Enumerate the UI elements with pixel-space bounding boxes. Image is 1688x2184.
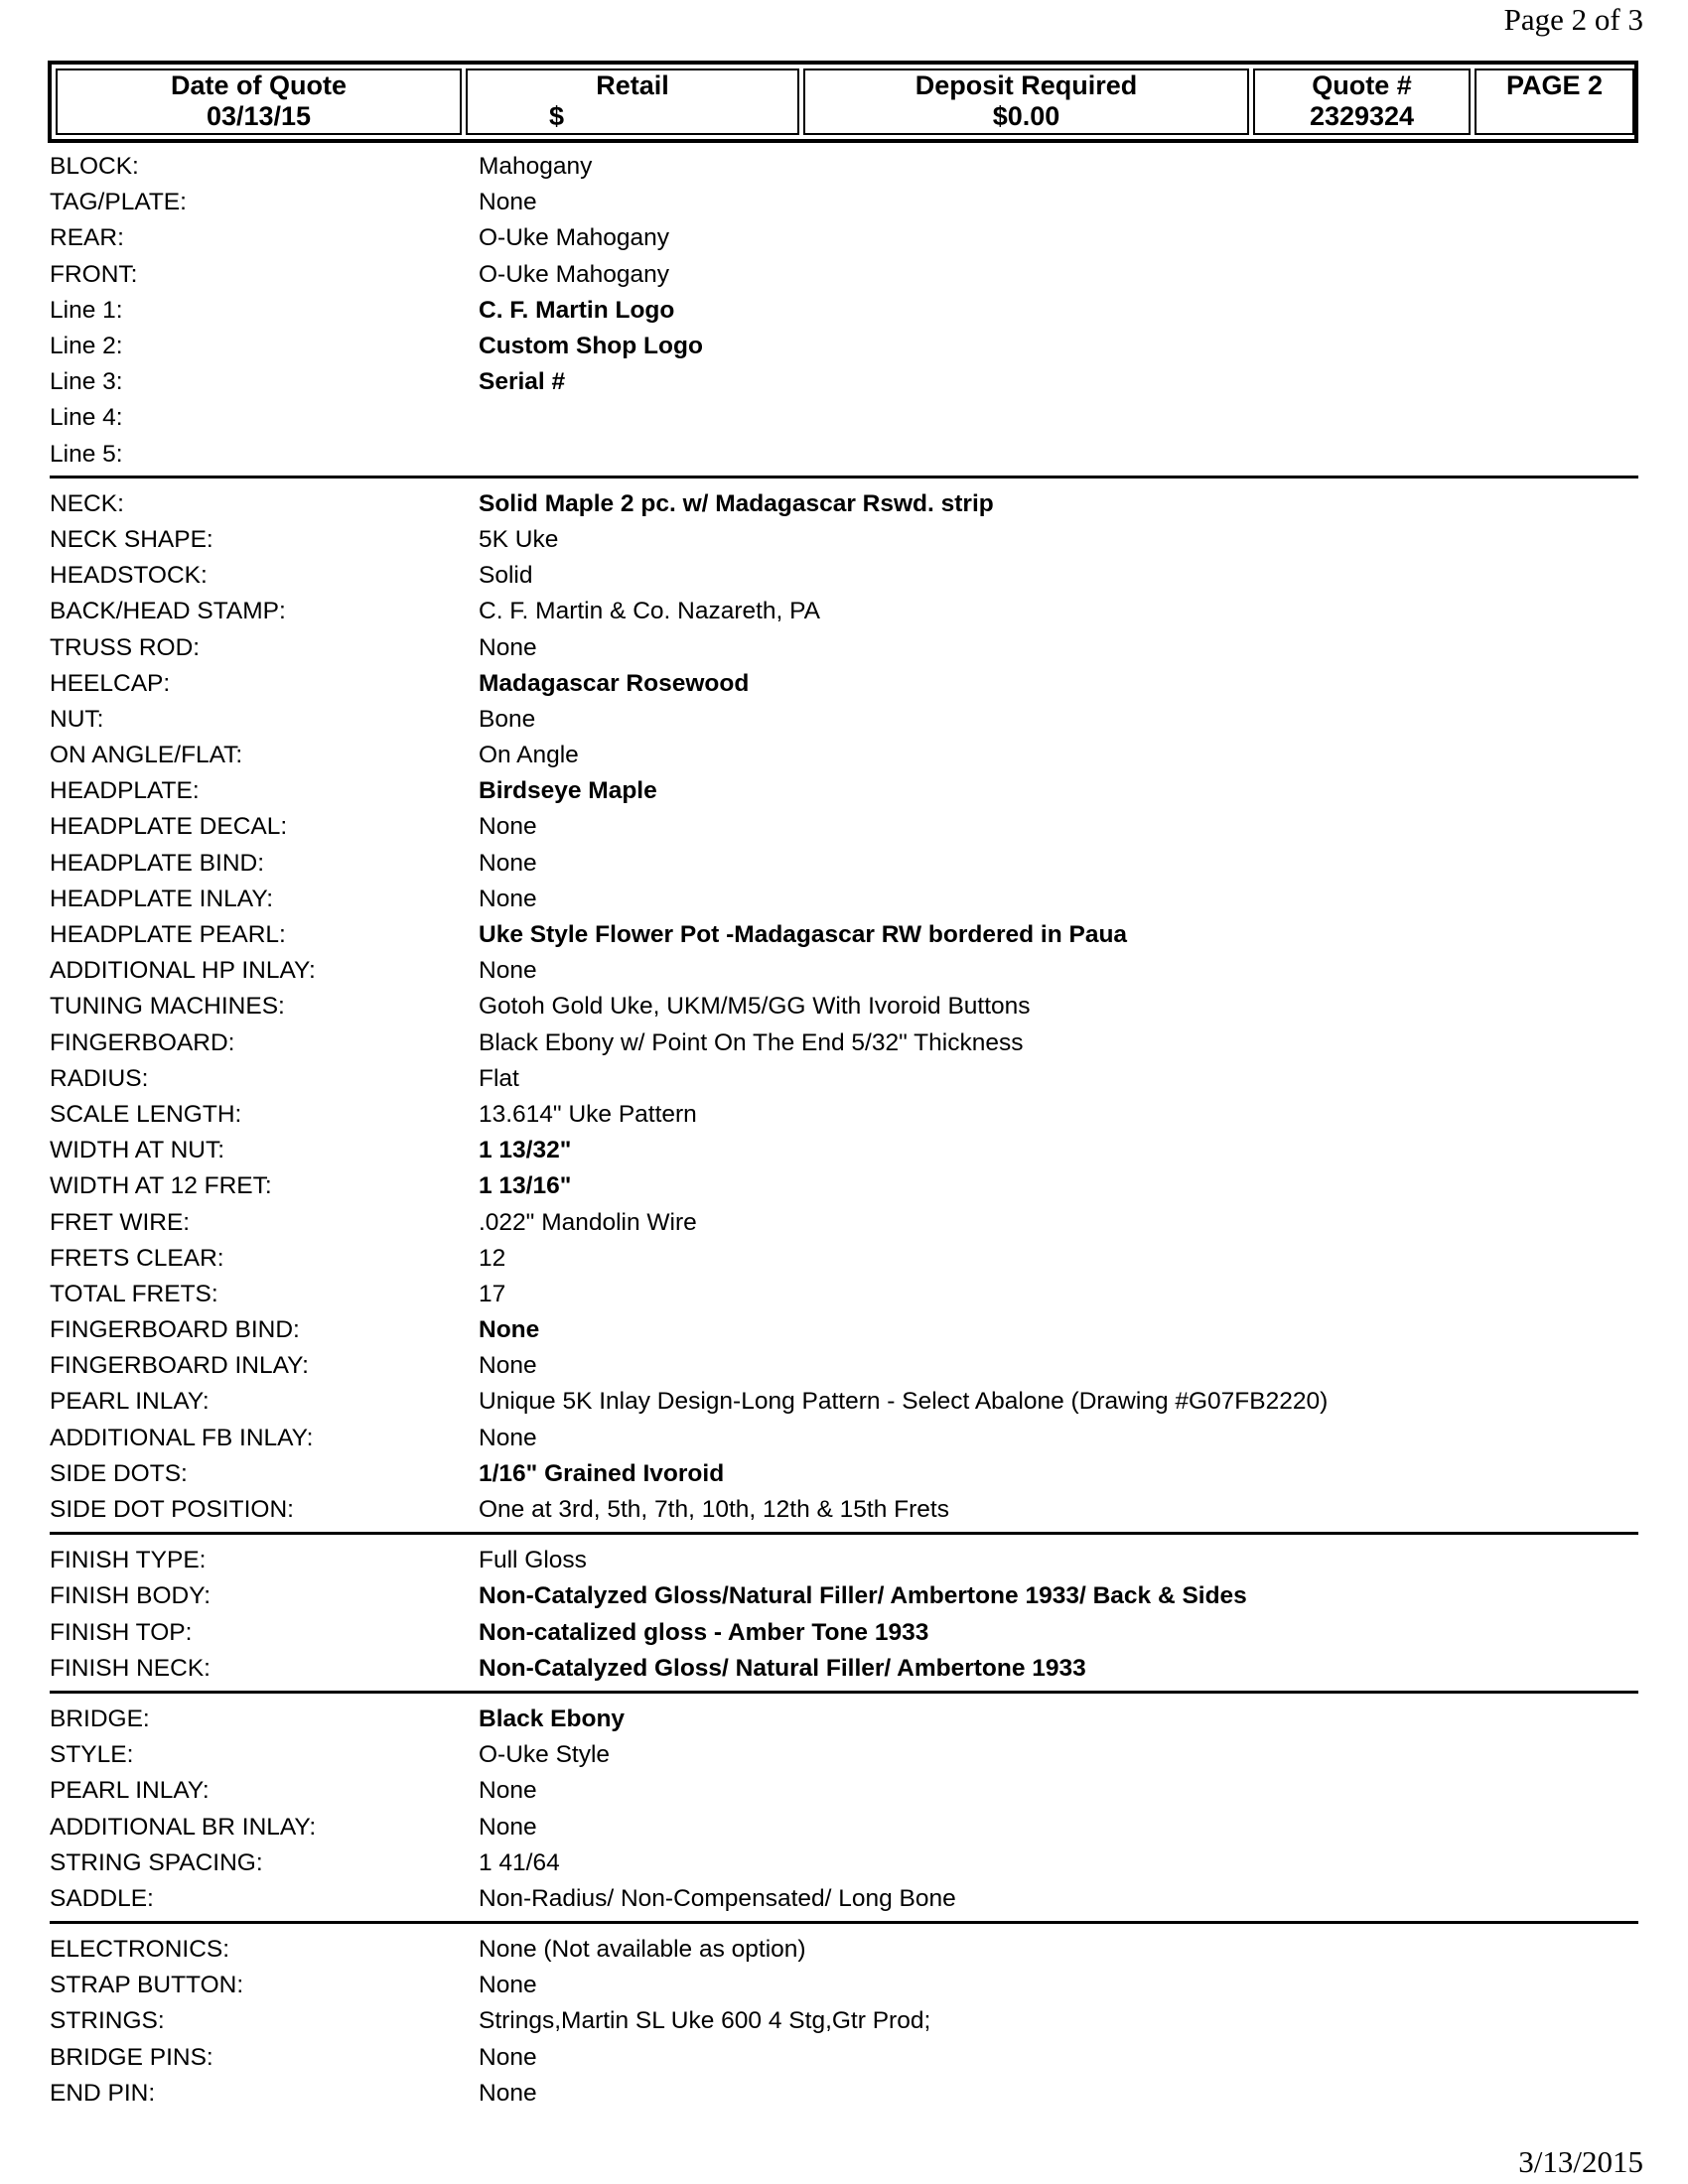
spec-row <box>50 329 1638 364</box>
spec-label: FINISH NECK: <box>50 1654 211 1682</box>
spec-row <box>50 2040 1638 2076</box>
spec-label: STYLE: <box>50 1741 134 1769</box>
spec-row <box>50 1809 1638 1844</box>
spec-row <box>50 1348 1638 1384</box>
spec-value: O-Uke Mahogany <box>479 260 670 288</box>
spec-value: Bone <box>479 705 536 733</box>
spec-section <box>50 149 1638 476</box>
spec-row <box>50 1097 1638 1133</box>
spec-value: Uke Style Flower Pot -Madagascar RW bordered in Paua <box>479 921 1128 949</box>
spec-label: WIDTH AT 12 FRET: <box>50 1172 272 1200</box>
spec-label: FINGERBOARD INLAY: <box>50 1352 309 1380</box>
date-of-quote-value: 03/13/15 <box>206 101 312 131</box>
spec-row <box>50 629 1638 665</box>
spec-label: ON ANGLE/FLAT: <box>50 742 243 769</box>
spec-value: On Angle <box>479 742 579 769</box>
spec-value: None <box>479 2043 537 2071</box>
spec-label: BLOCK: <box>50 153 139 181</box>
spec-label: TOTAL FRETS: <box>50 1280 218 1307</box>
spec-value: Gotoh Gold Uke, UKM/M5/GG With Ivoroid Buttons <box>479 993 1031 1021</box>
quote-number-value: 2329324 <box>1309 101 1415 131</box>
spec-value: None <box>479 849 537 877</box>
spec-value: None <box>479 885 537 912</box>
footer-date: 3/13/2015 <box>1518 2144 1643 2179</box>
deposit-label: Deposit Required <box>914 70 1138 100</box>
spec-row <box>50 1384 1638 1420</box>
spec-row <box>50 1845 1638 1881</box>
spec-row <box>50 2076 1638 2112</box>
spec-row <box>50 989 1638 1024</box>
spec-value: 13.614" Uke Pattern <box>479 1100 697 1128</box>
spec-row <box>50 1932 1638 1968</box>
spec-row <box>50 220 1638 256</box>
spec-row <box>50 1773 1638 1809</box>
spec-label: FRETS CLEAR: <box>50 1244 224 1272</box>
spec-value: 1 41/64 <box>479 1848 560 1876</box>
spec-row <box>50 486 1638 522</box>
deposit-cell <box>803 68 1249 135</box>
spec-row <box>50 149 1638 185</box>
spec-value: .022" Mandolin Wire <box>479 1208 697 1236</box>
spec-label: BRIDGE: <box>50 1705 150 1732</box>
spec-value: Custom Shop Logo <box>479 333 703 360</box>
quote-number-cell <box>1253 68 1471 135</box>
spec-label: FRET WIRE: <box>50 1208 191 1236</box>
spec-label: Line 5: <box>50 440 123 468</box>
spec-row <box>50 400 1638 436</box>
spec-row <box>50 594 1638 629</box>
spec-value: Non-Catalyzed Gloss/Natural Filler/ Ambertone 1933/ Back & Sides <box>479 1582 1247 1610</box>
spec-row <box>50 1241 1638 1277</box>
spec-label: HEADPLATE PEARL: <box>50 921 286 949</box>
spec-label: TUNING MACHINES: <box>50 993 285 1021</box>
spec-row <box>50 522 1638 558</box>
spec-row <box>50 702 1638 738</box>
spec-value: Black Ebony <box>479 1705 626 1732</box>
spec-row <box>50 1061 1638 1097</box>
spec-value: Birdseye Maple <box>479 777 657 805</box>
spec-row <box>50 1543 1638 1578</box>
spec-label: HEADPLATE DECAL: <box>50 813 288 841</box>
spec-row <box>50 257 1638 293</box>
spec-section <box>50 1691 1638 1921</box>
date-of-quote-label: Date of Quote <box>170 70 347 100</box>
spec-row <box>50 1492 1638 1528</box>
spec-row <box>50 1025 1638 1061</box>
spec-label: NUT: <box>50 705 104 733</box>
page-indicator: Page 2 of 3 <box>1503 2 1643 37</box>
spec-value: 17 <box>479 1280 506 1307</box>
spec-label: SIDE DOTS: <box>50 1459 188 1487</box>
spec-row <box>50 1737 1638 1773</box>
spec-label: ADDITIONAL BR INLAY: <box>50 1813 317 1841</box>
spec-label: RADIUS: <box>50 1064 149 1092</box>
spec-label: Line 3: <box>50 368 123 396</box>
retail-cell <box>466 68 799 135</box>
spec-value: Non-Radius/ Non-Compensated/ Long Bone <box>479 1884 956 1912</box>
spec-row <box>50 1421 1638 1456</box>
spec-row <box>50 953 1638 989</box>
spec-value: 1/16" Grained Ivoroid <box>479 1459 725 1487</box>
spec-value: 5K Uke <box>479 525 559 553</box>
spec-value: Black Ebony w/ Point On The End 5/32" Thickness <box>479 1028 1024 1056</box>
spec-row <box>50 293 1638 329</box>
spec-row <box>50 2003 1638 2039</box>
spec-value: C. F. Martin Logo <box>479 296 675 324</box>
spec-label: SIDE DOT POSITION: <box>50 1496 294 1524</box>
spec-label: HEELCAP: <box>50 669 171 697</box>
spec-value: Flat <box>479 1064 519 1092</box>
spec-row <box>50 1615 1638 1651</box>
spec-value: O-Uke Mahogany <box>479 224 670 252</box>
spec-row <box>50 738 1638 773</box>
spec-row <box>50 437 1638 473</box>
spec-label: ADDITIONAL HP INLAY: <box>50 957 316 985</box>
spec-label: PEARL INLAY: <box>50 1388 210 1416</box>
spec-label: Line 4: <box>50 404 123 432</box>
spec-section <box>50 1532 1638 1691</box>
spec-label: STRING SPACING: <box>50 1848 263 1876</box>
spec-value: None <box>479 2079 537 2107</box>
spec-row <box>50 1133 1638 1168</box>
spec-value: One at 3rd, 5th, 7th, 10th, 12th & 15th Frets <box>479 1496 949 1524</box>
spec-label: HEADSTOCK: <box>50 562 208 590</box>
spec-row <box>50 1968 1638 2003</box>
spec-row <box>50 846 1638 882</box>
spec-row <box>50 882 1638 917</box>
spec-value: None <box>479 1352 537 1380</box>
spec-value: Solid Maple 2 pc. w/ Madagascar Rswd. strip <box>479 489 994 517</box>
spec-row <box>50 1578 1638 1614</box>
quote-header <box>48 61 1638 143</box>
spec-value: Serial # <box>479 368 566 396</box>
spec-label: FRONT: <box>50 260 138 288</box>
page-label: PAGE 2 <box>1505 70 1604 100</box>
retail-label: Retail <box>596 70 669 100</box>
spec-label: FINGERBOARD BIND: <box>50 1316 300 1344</box>
spec-row <box>50 185 1638 220</box>
spec-label: Line 1: <box>50 296 123 324</box>
spec-value: Unique 5K Inlay Design-Long Pattern - Select Abalone (Drawing #G07FB2220) <box>479 1388 1329 1416</box>
spec-row <box>50 1312 1638 1348</box>
spec-row <box>50 809 1638 845</box>
spec-label: END PIN: <box>50 2079 156 2107</box>
spec-value: None <box>479 1316 540 1344</box>
spec-label: FINISH TYPE: <box>50 1547 207 1574</box>
spec-value: O-Uke Style <box>479 1741 611 1769</box>
spec-row <box>50 1277 1638 1312</box>
spec-value: Full Gloss <box>479 1547 587 1574</box>
spec-label: BACK/HEAD STAMP: <box>50 598 286 625</box>
spec-label: ELECTRONICS: <box>50 1936 230 1964</box>
spec-label: FINGERBOARD: <box>50 1028 235 1056</box>
date-of-quote-cell <box>56 68 462 135</box>
spec-label: WIDTH AT NUT: <box>50 1137 225 1164</box>
spec-label: FINISH TOP: <box>50 1618 193 1646</box>
spec-label: NECK SHAPE: <box>50 525 213 553</box>
spec-value: None (Not available as option) <box>479 1936 806 1964</box>
spec-row <box>50 1702 1638 1737</box>
spec-label: HEADPLATE BIND: <box>50 849 265 877</box>
spec-row <box>50 1651 1638 1687</box>
spec-label: NECK: <box>50 489 124 517</box>
spec-value: None <box>479 813 537 841</box>
spec-label: HEADPLATE INLAY: <box>50 885 274 912</box>
spec-row <box>50 364 1638 400</box>
spec-value: Madagascar Rosewood <box>479 669 750 697</box>
spec-label: STRINGS: <box>50 2007 165 2035</box>
spec-section <box>50 476 1638 1532</box>
spec-label: STRAP BUTTON: <box>50 1972 244 1999</box>
spec-value: Solid <box>479 562 533 590</box>
spec-value: None <box>479 1972 537 1999</box>
spec-value: 1 13/32" <box>479 1137 572 1164</box>
spec-label: ADDITIONAL FB INLAY: <box>50 1424 314 1451</box>
spec-label: TRUSS ROD: <box>50 633 201 661</box>
spec-label: BRIDGE PINS: <box>50 2043 213 2071</box>
spec-value: Strings,Martin SL Uke 600 4 Stg,Gtr Prod; <box>479 2007 931 2035</box>
spec-label: SCALE LENGTH: <box>50 1100 242 1128</box>
spec-value: None <box>479 633 537 661</box>
spec-label: HEADPLATE: <box>50 777 200 805</box>
spec-row <box>50 1456 1638 1492</box>
spec-value: None <box>479 957 537 985</box>
spec-sections <box>50 149 1638 2112</box>
spec-value: None <box>479 1424 537 1451</box>
spec-value: None <box>479 1813 537 1841</box>
spec-label: PEARL INLAY: <box>50 1777 210 1805</box>
spec-row <box>50 666 1638 702</box>
spec-row <box>50 558 1638 594</box>
spec-row <box>50 1204 1638 1240</box>
spec-row <box>50 1881 1638 1917</box>
quote-number-label: Quote # <box>1312 70 1412 100</box>
spec-value: None <box>479 189 537 216</box>
page-label-cell <box>1475 68 1634 135</box>
retail-value: $ <box>549 101 565 131</box>
spec-value: None <box>479 1777 537 1805</box>
spec-row <box>50 1168 1638 1204</box>
deposit-value: $0.00 <box>992 101 1060 131</box>
spec-label: SADDLE: <box>50 1884 154 1912</box>
spec-row <box>50 773 1638 809</box>
spec-label: REAR: <box>50 224 124 252</box>
spec-section <box>50 1921 1638 2112</box>
spec-value: Mahogany <box>479 153 593 181</box>
spec-label: TAG/PLATE: <box>50 189 187 216</box>
spec-row <box>50 917 1638 953</box>
spec-value: Non-catalized gloss - Amber Tone 1933 <box>479 1618 929 1646</box>
spec-label: FINISH BODY: <box>50 1582 211 1610</box>
spec-value: 12 <box>479 1244 506 1272</box>
spec-value: C. F. Martin & Co. Nazareth, PA <box>479 598 821 625</box>
spec-value: Non-Catalyzed Gloss/ Natural Filler/ Ambertone 1933 <box>479 1654 1086 1682</box>
spec-value: 1 13/16" <box>479 1172 572 1200</box>
spec-label: Line 2: <box>50 333 123 360</box>
